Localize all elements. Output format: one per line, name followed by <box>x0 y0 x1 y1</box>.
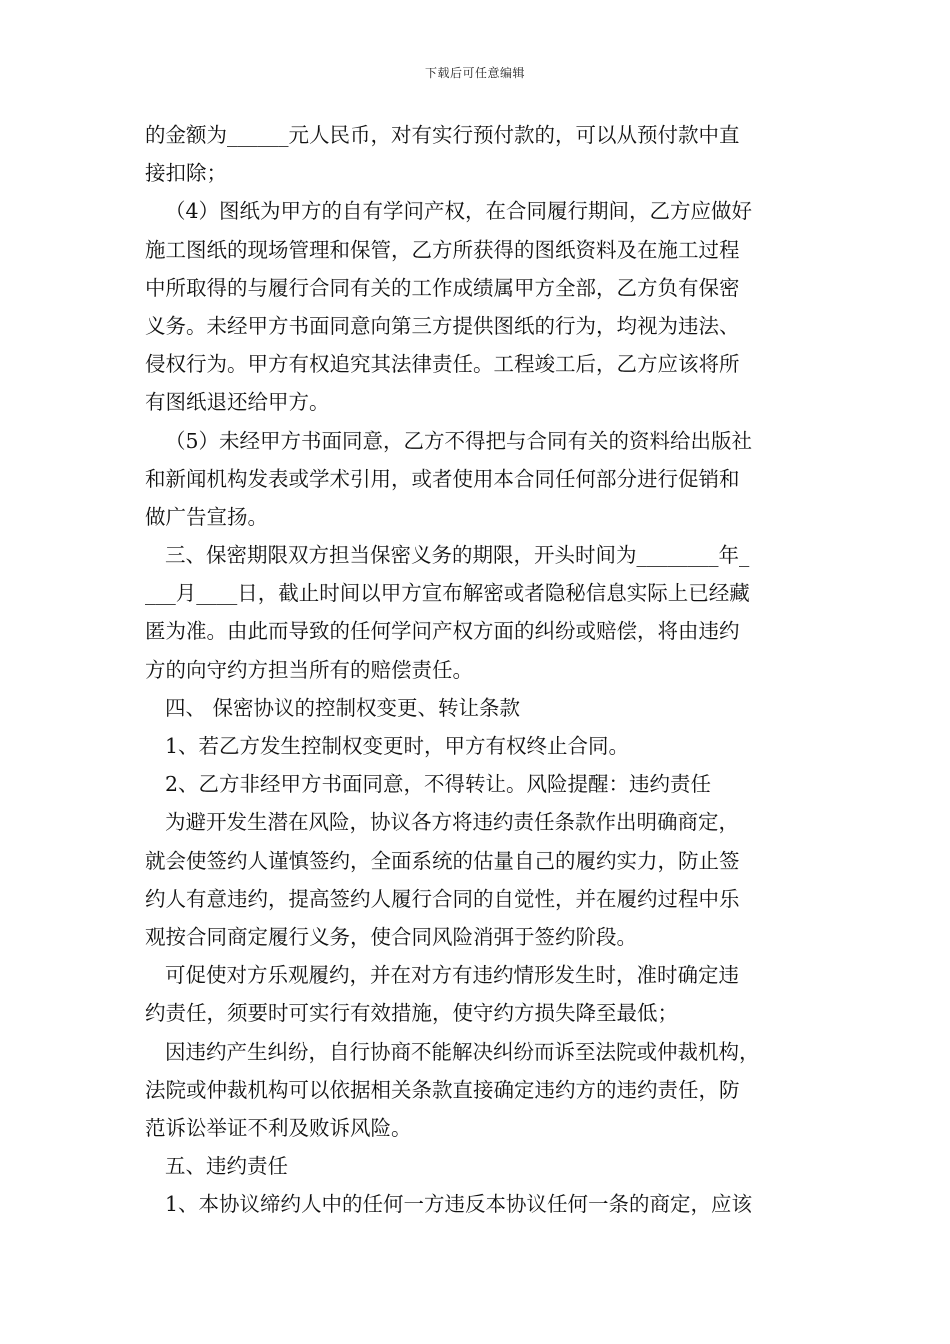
text-line: 三、保密期限双方担当保密义务的期限，开头时间为________年_ <box>165 543 750 568</box>
document-body <box>145 116 810 1223</box>
text-line: 做广告宣扬。 <box>145 504 268 529</box>
text-line: 约人有意违约，提高签约人履行合同的自觉性，并在履约过程中乐 <box>145 886 740 911</box>
text-line: 有图纸退还给甲方。 <box>145 390 330 415</box>
text-line: 1、若乙方发生控制权变更时，甲方有权终止合同。 <box>165 734 630 758</box>
text-line: 的金额为______元人民币，对有实行预付款的，可以从预付款中直 <box>145 123 740 147</box>
text-line: 接扣除； <box>145 161 227 186</box>
text-line: 义务。未经甲方书面同意向第三方提供图纸的行为，均视为违法、 <box>145 313 740 338</box>
text-line: 和新闻机构发表或学术引用，或者使用本合同任何部分进行促销和 <box>145 466 740 491</box>
text-line: 可促使对方乐观履约，并在对方有违约情形发生时，准时确定违 <box>165 963 739 988</box>
text-line: 中所取得的与履行合同有关的工作成绩属甲方全部，乙方负有保密 <box>145 275 740 300</box>
text-line: 观按合同商定履行义务，使合同风险消弭于签约阶段。 <box>145 924 637 949</box>
text-line: 为避开发生潜在风险，协议各方将违约责任条款作出明确商定， <box>165 810 739 835</box>
text-line: 因违约产生纠纷，自行协商不能解决纠纷而诉至法院或仲裁机构， <box>165 1039 760 1064</box>
page-header: 下载后可任意编辑 <box>424 66 525 80</box>
text-line: 五、违约责任 <box>165 1154 288 1179</box>
text-line: （5）未经甲方书面同意，乙方不得把与合同有关的资料给出版社 <box>165 428 753 453</box>
text-line: （4）图纸为甲方的自有学问产权，在合同履行期间，乙方应做好 <box>165 199 753 224</box>
text-line: 侵权行为。甲方有权追究其法律责任。工程竣工后，乙方应该将所 <box>145 352 740 377</box>
text-line: 范诉讼举证不利及败诉风险。 <box>145 1115 412 1140</box>
text-line: 2、乙方非经甲方书面同意，不得转让。风险提醒：违约责任 <box>165 772 712 797</box>
text-line: 匿为准。由此而导致的任何学问产权方面的纠纷或赔偿，将由违约 <box>145 619 740 644</box>
text-line: 就会使签约人谨慎签约，全面系统的估量自己的履约实力，防止签 <box>145 848 740 873</box>
text-line: 法院或仲裁机构可以依据相关条款直接确定违约方的违约责任，防 <box>145 1077 740 1102</box>
text-line: ___月____日，截止时间以甲方宣布解密或者隐秘信息实际上已经藏 <box>145 581 750 606</box>
text-line: 方的向守约方担当所有的赔偿责任。 <box>145 657 473 682</box>
text-line: 1、本协议缔约人中的任何一方违反本协议任何一条的商定，应该 <box>165 1192 753 1217</box>
text-line: 约责任，须要时可实行有效措施，使守约方损失降至最低； <box>145 1001 678 1026</box>
text-line: 施工图纸的现场管理和保管，乙方所获得的图纸资料及在施工过程 <box>145 237 740 262</box>
text-line: 四、 保密协议的控制权变更、转让条款 <box>165 695 521 720</box>
